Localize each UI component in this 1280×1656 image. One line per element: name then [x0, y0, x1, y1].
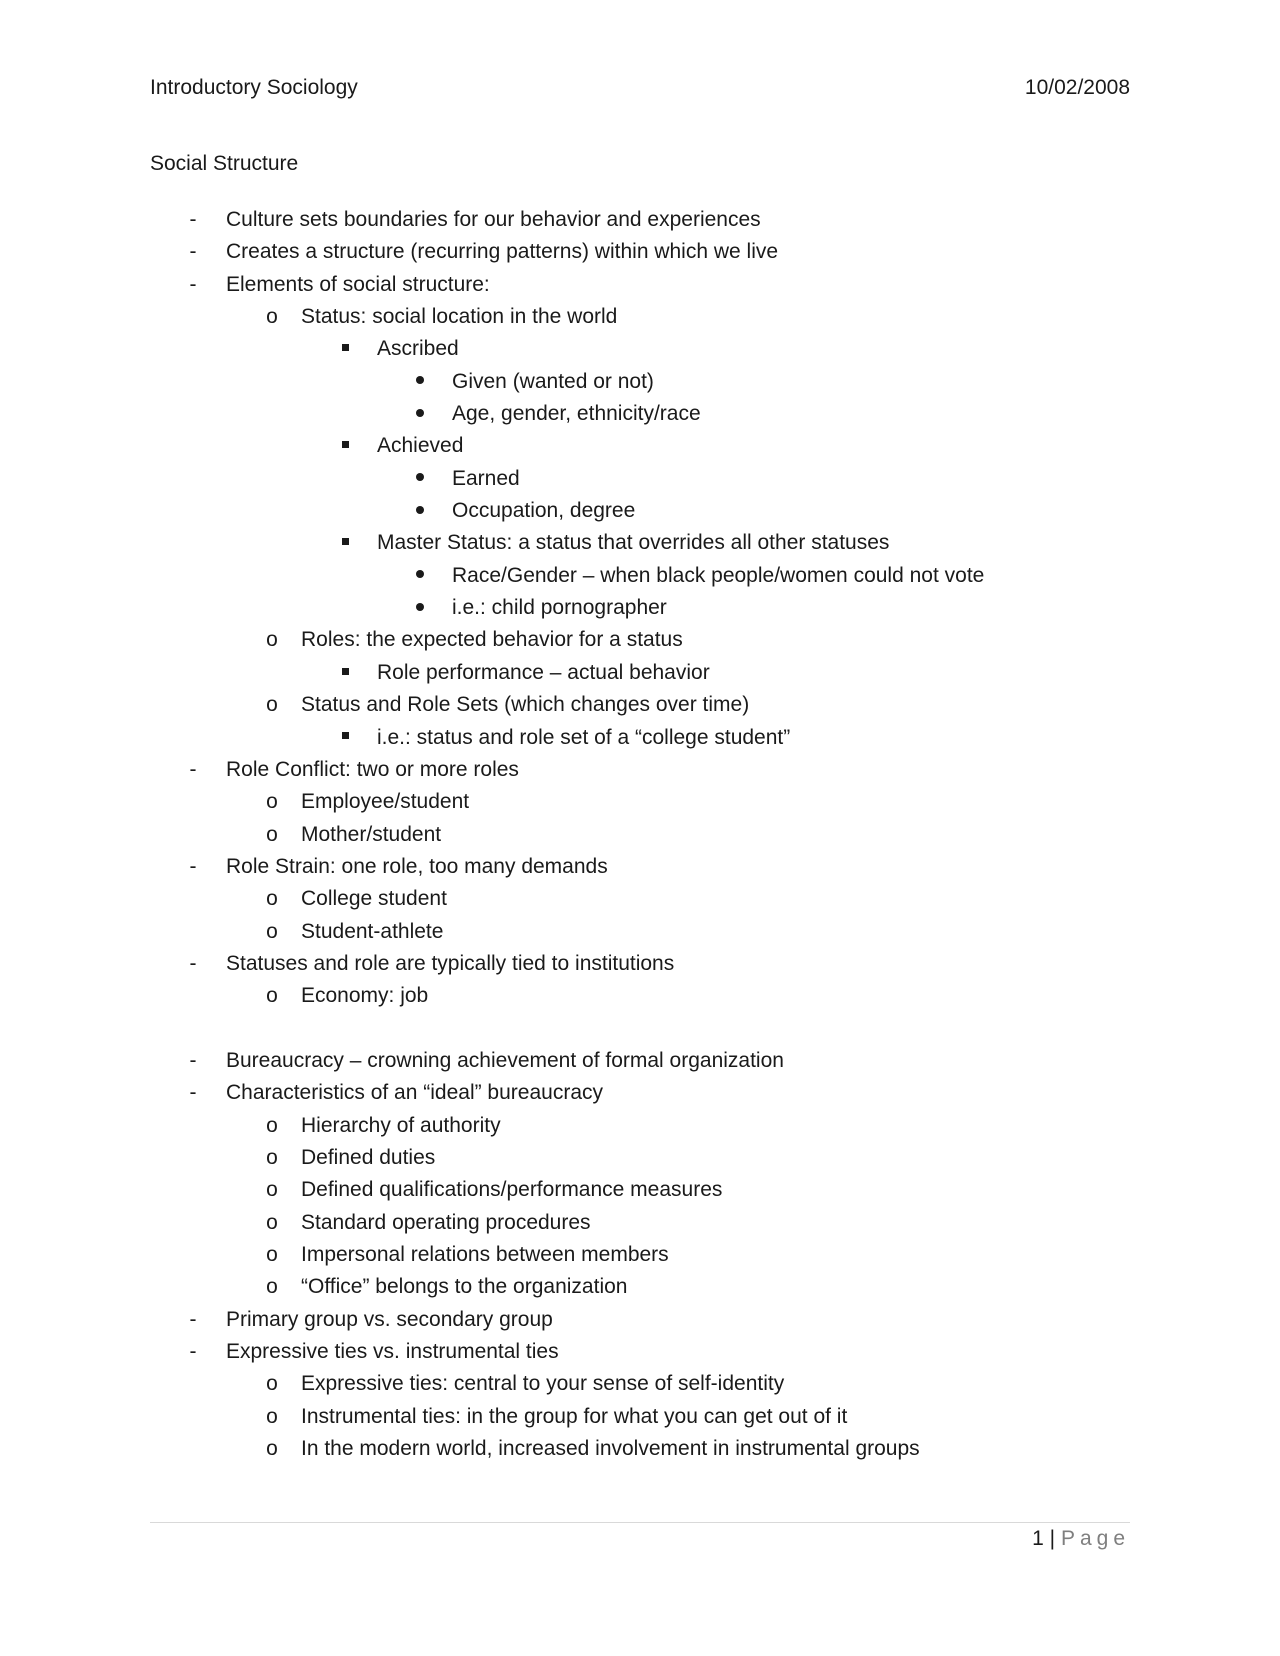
list-item-text: Instrumental ties: in the group for what you can get out of it — [301, 1404, 848, 1428]
circle-o-bullet-icon: o — [266, 1243, 278, 1266]
footer-separator: | — [1049, 1527, 1056, 1550]
list-item-text: Economy: job — [301, 984, 429, 1008]
list-item — [0, 916, 1280, 948]
dash-bullet-icon: - — [189, 1048, 197, 1072]
dot-bullet-icon — [410, 495, 430, 527]
page-label: Page — [1060, 1527, 1130, 1550]
page-number: 1 — [1032, 1527, 1044, 1550]
dash-bullet-icon: - — [189, 1340, 197, 1364]
list-item — [0, 1271, 1280, 1303]
dot-bullet-icon — [410, 398, 430, 430]
circle-o-bullet-icon: o — [266, 693, 278, 717]
list-item-text: i.e.: status and role set of a “college student” — [377, 725, 791, 749]
dot-bullet-icon — [410, 592, 430, 624]
list-item — [0, 1239, 1280, 1271]
footer-divider — [150, 1522, 1130, 1523]
list-item-text: Creates a structure (recurring patterns) within which we live — [226, 240, 779, 264]
list-item-text: Employee/student — [301, 790, 470, 814]
list-item — [0, 786, 1280, 818]
page-header — [150, 76, 1130, 104]
list-item-text: Mother/student — [301, 822, 442, 846]
list-item-text: Role performance – actual behavior — [377, 660, 710, 684]
list-item-text: Roles: the expected behavior for a status — [301, 628, 683, 652]
list-item-text: i.e.: child pornographer — [452, 596, 667, 620]
document-title: Introductory Sociology — [150, 76, 358, 99]
list-item — [0, 430, 1280, 462]
blank-line — [0, 1013, 1280, 1045]
dash-bullet-icon: - — [189, 757, 197, 781]
list-item — [0, 204, 1280, 236]
circle-o-bullet-icon: o — [266, 887, 278, 911]
circle-o-bullet-icon: o — [266, 1113, 278, 1137]
square-bullet-icon — [335, 430, 355, 462]
list-item — [0, 1174, 1280, 1206]
list-item — [0, 1077, 1280, 1109]
square-bullet-icon — [335, 527, 355, 559]
circle-o-bullet-icon: o — [266, 822, 278, 846]
dash-bullet-icon: - — [189, 272, 197, 296]
dash-bullet-icon: - — [189, 1081, 197, 1105]
list-item — [0, 592, 1280, 624]
list-item-text: Race/Gender – when black people/women could not vote — [452, 563, 985, 587]
square-bullet-icon — [335, 722, 355, 754]
list-item-text: Achieved — [377, 434, 464, 458]
list-item-text: Age, gender, ethnicity/race — [452, 402, 701, 426]
list-item — [0, 1433, 1280, 1465]
dash-bullet-icon: - — [189, 208, 197, 231]
circle-o-bullet-icon: o — [266, 1210, 278, 1234]
list-item-text: Statuses and role are typically tied to institutions — [226, 951, 675, 975]
list-item — [0, 463, 1280, 495]
circle-o-bullet-icon: o — [266, 1372, 278, 1396]
list-item-text: Impersonal relations between members — [301, 1243, 669, 1266]
list-item — [0, 624, 1280, 656]
dash-bullet-icon: - — [189, 951, 197, 975]
list-item-text: Student-athlete — [301, 919, 444, 943]
list-item-text: Standard operating procedures — [301, 1210, 591, 1234]
dot-bullet-icon — [410, 366, 430, 398]
circle-o-bullet-icon: o — [266, 1145, 278, 1169]
list-item — [0, 1110, 1280, 1142]
circle-o-bullet-icon: o — [266, 1275, 278, 1299]
list-item-text: Status and Role Sets (which changes over time) — [301, 693, 750, 717]
circle-o-bullet-icon: o — [266, 790, 278, 814]
circle-o-bullet-icon: o — [266, 919, 278, 943]
list-item-text: Master Status: a status that overrides all other statuses — [377, 531, 890, 555]
dash-bullet-icon: - — [189, 854, 197, 878]
list-item-text: Given (wanted or not) — [452, 369, 654, 393]
list-item — [0, 948, 1280, 980]
list-item — [0, 722, 1280, 754]
list-item-text: Primary group vs. secondary group — [226, 1307, 553, 1331]
list-item-text: Role Strain: one role, too many demands — [226, 854, 608, 878]
list-item-text: Characteristics of an “ideal” bureaucracy — [226, 1081, 603, 1105]
list-item — [0, 236, 1280, 268]
circle-o-bullet-icon: o — [266, 1404, 278, 1428]
dash-bullet-icon: - — [189, 1307, 197, 1331]
circle-o-bullet-icon: o — [266, 1437, 278, 1461]
list-item-text: Status: social location in the world — [301, 305, 618, 329]
list-item — [0, 560, 1280, 592]
list-item-text: Bureaucracy – crowning achievement of formal organization — [226, 1048, 784, 1072]
section-title: Social Structure — [150, 152, 299, 175]
list-item — [0, 366, 1280, 398]
list-item — [0, 398, 1280, 430]
list-item — [0, 754, 1280, 786]
circle-o-bullet-icon: o — [266, 1178, 278, 1202]
list-item-text: Ascribed — [377, 337, 459, 361]
dash-bullet-icon: - — [189, 240, 197, 264]
document-date: 10/02/2008 — [1024, 76, 1130, 99]
list-item-text: Elements of social structure: — [226, 272, 490, 296]
list-item — [0, 819, 1280, 851]
list-item-text: Occupation, degree — [452, 499, 636, 523]
list-item — [0, 1207, 1280, 1239]
list-item-text: “Office” belongs to the organization — [301, 1275, 628, 1299]
list-item — [0, 495, 1280, 527]
list-item — [0, 657, 1280, 689]
list-item — [0, 883, 1280, 915]
outline-list — [0, 204, 1280, 1465]
list-item — [0, 689, 1280, 721]
list-item — [0, 333, 1280, 365]
list-item — [0, 1142, 1280, 1174]
list-item-text: College student — [301, 887, 447, 911]
list-item-text: Culture sets boundaries for our behavior and experiences — [226, 208, 761, 231]
dot-bullet-icon — [410, 560, 430, 592]
list-item-text: Defined duties — [301, 1145, 436, 1169]
list-item-text: In the modern world, increased involvement in instrumental groups — [301, 1437, 920, 1461]
list-item-text: Earned — [452, 466, 520, 490]
list-item — [0, 1336, 1280, 1368]
circle-o-bullet-icon: o — [266, 305, 278, 329]
page-footer — [1032, 1527, 1130, 1551]
list-item — [0, 1368, 1280, 1400]
list-item — [0, 527, 1280, 559]
list-item — [0, 851, 1280, 883]
circle-o-bullet-icon: o — [266, 984, 278, 1008]
list-item-text: Hierarchy of authority — [301, 1113, 501, 1137]
list-item-text: Expressive ties: central to your sense of self-identity — [301, 1372, 785, 1396]
list-item — [0, 1401, 1280, 1433]
list-item-text: Expressive ties vs. instrumental ties — [226, 1340, 559, 1364]
list-item-text: Defined qualifications/performance measures — [301, 1178, 723, 1202]
list-item — [0, 301, 1280, 333]
list-item — [0, 1045, 1280, 1077]
list-item — [0, 269, 1280, 301]
list-item-text: Role Conflict: two or more roles — [226, 757, 519, 781]
list-item — [0, 980, 1280, 1012]
dot-bullet-icon — [410, 463, 430, 495]
circle-o-bullet-icon: o — [266, 628, 278, 652]
square-bullet-icon — [335, 657, 355, 689]
square-bullet-icon — [335, 333, 355, 365]
list-item — [0, 1304, 1280, 1336]
